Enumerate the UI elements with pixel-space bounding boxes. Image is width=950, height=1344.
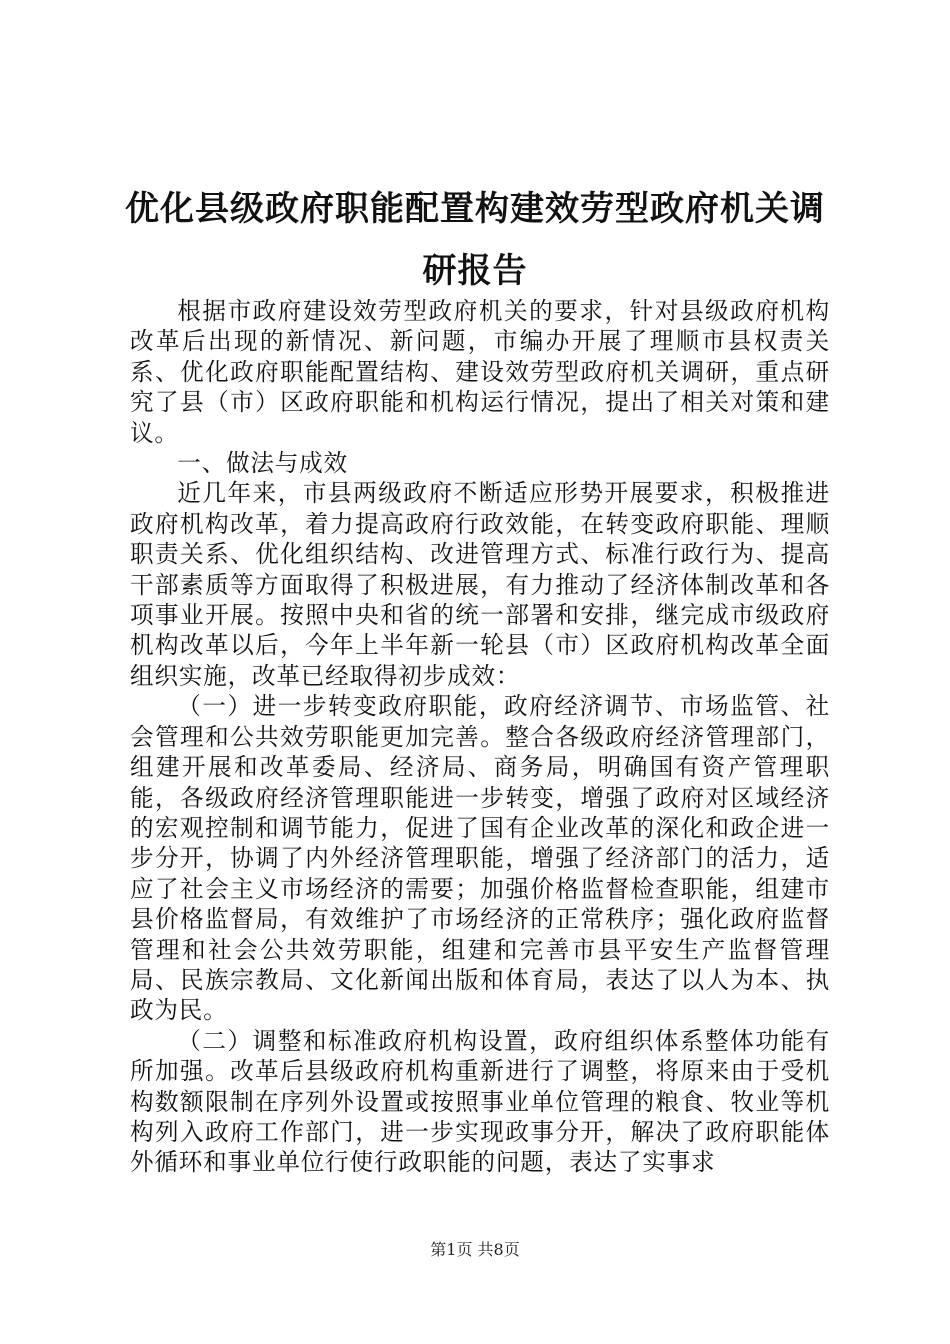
paragraph-item-2: （二）调整和标准政府机构设置，政府组织体系整体功能有所加强。改革后县级政府机构重新进行了调整，将原来由于受机构数额限制在序列外设置或按照事业单位管理的粮食、牧业等机构列入政府工作部门，进一步实现政事分开，解决了政府职能体外循环和事业单位行使行政职能的问题，表达了实事求 (130, 1026, 830, 1177)
paragraph-item-1: （一）进一步转变政府职能，政府经济调节、市场监管、社会管理和公共效劳职能更加完善。整合各级政府经济管理部门，组建开展和改革委局、经济局、商务局，明确国有资产管理职能，各级政府经济管理职能进一步转变，增强了政府对区域经济的宏观控制和调节能力，促进了国有企业改革的深化和政企进一步分开，协调了内外经济管理职能，增强了经济部门的活力，适应了社会主义市场经济的需要；加强价格监督检查职能，组建市县价格监督局，有效维护了市场经济的正常秩序；强化政府监督管理和社会公共效劳职能，组建和完善市县平安生产监督管理局、民族宗教局、文化新闻出版和体育局，表达了以人为本、执政为民。 (130, 692, 830, 1025)
page-number-footer: 第1页 共8页 (430, 1240, 520, 1259)
document-body (130, 296, 830, 1178)
document-title (100, 178, 850, 302)
title-line-2: 研报告 (422, 251, 528, 291)
paragraph-intro: 根据市政府建设效劳型政府机关的要求，针对县级政府机构改革后出现的新情况、新问题，市编办开展了理顺市县权责关系、优化政府职能配置结构、建设效劳型政府机关调研，重点研究了县（市）区政府职能和机构运行情况，提出了相关对策和建议。 (130, 297, 830, 447)
title-line-1: 优化县级政府职能配置构建效劳型政府机关调 (125, 189, 825, 229)
section-heading-1: 一、做法与成效 (177, 449, 348, 478)
paragraph-recent-years: 近几年来，市县两级政府不断适应形势开展要求，积极推进政府机构改革，着力提高政府行政效能，在转变政府职能、理顺职责关系、优化组织结构、改进管理方式、标准行政行为、提高干部素质等方面取得了积极进展，有力推动了经济体制改革和各项事业开展。按照中央和省的统一部署和安排，继完成市级政府机构改革以后，今年上半年新一轮县（市）区政府机构改革全面组织实施，改革已经取得初步成效： (130, 479, 830, 690)
